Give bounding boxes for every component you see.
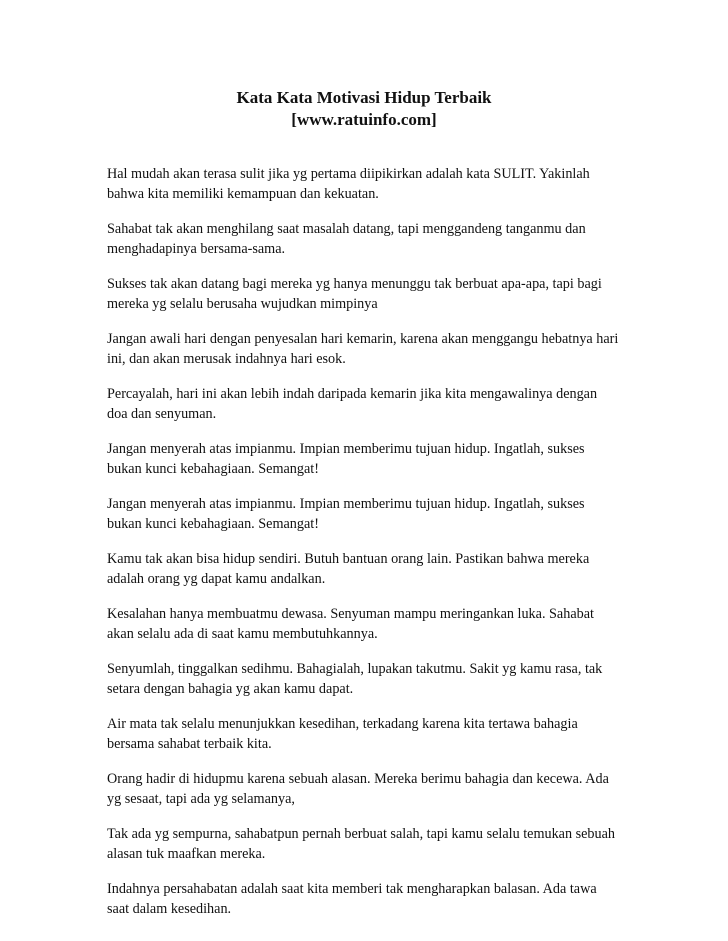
paragraph-line: Air mata tak selalu menunjukkan kesedihan, terkadang karena kita tertawa bahagia [107, 716, 578, 732]
paragraph-line: menghadapinya bersama-sama. [107, 241, 286, 257]
document-title [0, 87, 728, 131]
paragraph [107, 879, 637, 919]
paragraph-line: bahwa kita memiliki kemampuan dan kekuatan. [107, 186, 379, 202]
paragraph-line: yg sesaat, tapi ada yg selamanya, [107, 791, 295, 807]
paragraph [107, 494, 637, 534]
paragraph-line: saat dalam kesedihan. [107, 901, 232, 917]
paragraph-line: ini, dan akan merusak indahnya hari esok. [107, 351, 346, 367]
paragraph-line: Sahabat tak akan menghilang saat masalah datang, tapi menggandeng tanganmu dan [107, 221, 586, 237]
paragraph-line: bukan kunci kebahagiaan. Semangat! [107, 516, 319, 532]
paragraph [107, 549, 637, 589]
paragraph-line: bersama sahabat terbaik kita. [107, 736, 272, 752]
paragraph-line: Jangan menyerah atas impianmu. Impian memberimu tujuan hidup. Ingatlah, sukses [107, 441, 585, 457]
paragraph-line: Percayalah, hari ini akan lebih indah daripada kemarin jika kita mengawalinya dengan [107, 386, 598, 402]
paragraph [107, 274, 637, 314]
paragraph-line: setara dengan bahagia yg akan kamu dapat. [107, 681, 354, 697]
paragraph-line: mereka yg selalu berusaha wujudkan mimpinya [107, 296, 378, 312]
paragraph-line: Senyumlah, tinggalkan sedihmu. Bahagialah, lupakan takutmu. Sakit yg kamu rasa, tak [107, 661, 603, 677]
paragraph-line: Orang hadir di hidupmu karena sebuah alasan. Mereka berimu bahagia dan kecewa. Ada [107, 771, 609, 787]
paragraph [107, 219, 637, 259]
title-line-website: [www.ratuinfo.com] [291, 110, 437, 129]
paragraph [107, 384, 637, 424]
paragraph-line: Sukses tak akan datang bagi mereka yg hanya menunggu tak berbuat apa-apa, tapi bagi [107, 276, 602, 292]
paragraph [107, 769, 637, 809]
paragraph-line: adalah orang yg dapat kamu andalkan. [107, 571, 326, 587]
paragraph [107, 329, 637, 369]
paragraph-line: akan selalu ada di saat kamu membutuhkannya. [107, 626, 378, 642]
document-body [107, 164, 637, 934]
paragraph-line: Hal mudah akan terasa sulit jika yg pertama diipikirkan adalah kata SULIT. Yakinlah [107, 166, 590, 182]
title-line-main: Kata Kata Motivasi Hidup Terbaik [236, 88, 492, 107]
paragraph-line: Jangan awali hari dengan penyesalan hari kemarin, karena akan menggangu hebatnya hari [107, 331, 619, 347]
paragraph [107, 824, 637, 864]
paragraph-line: Indahnya persahabatan adalah saat kita memberi tak mengharapkan balasan. Ada tawa [107, 881, 597, 897]
paragraph-line: alasan tuk maafkan mereka. [107, 846, 266, 862]
paragraph-line: Tak ada yg sempurna, sahabatpun pernah berbuat salah, tapi kamu selalu temukan sebuah [107, 826, 616, 842]
paragraph [107, 439, 637, 479]
paragraph [107, 714, 637, 754]
paragraph-line: Jangan menyerah atas impianmu. Impian memberimu tujuan hidup. Ingatlah, sukses [107, 496, 585, 512]
paragraph-line: doa dan senyuman. [107, 406, 217, 422]
paragraph [107, 604, 637, 644]
paragraph [107, 164, 637, 204]
paragraph [107, 659, 637, 699]
paragraph-line: Kesalahan hanya membuatmu dewasa. Senyuman mampu meringankan luka. Sahabat [107, 606, 594, 622]
paragraph-line: bukan kunci kebahagiaan. Semangat! [107, 461, 319, 477]
paragraph-line: Kamu tak akan bisa hidup sendiri. Butuh bantuan orang lain. Pastikan bahwa mereka [107, 551, 590, 567]
